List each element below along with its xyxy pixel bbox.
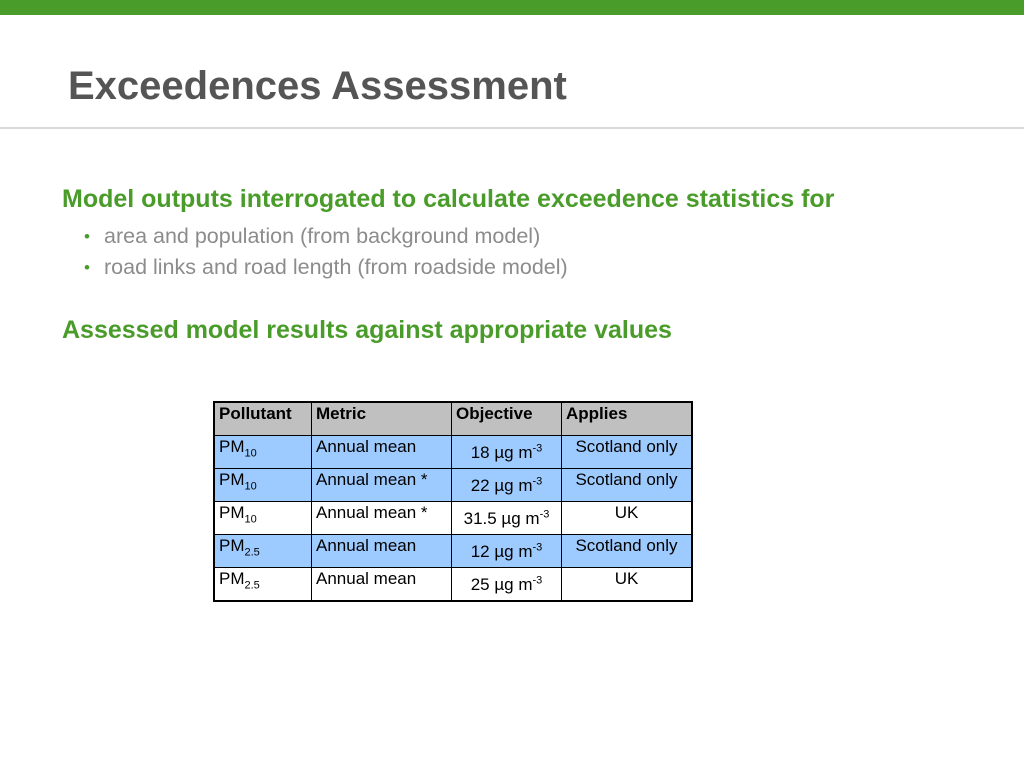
pollutant-subscript: 10	[244, 480, 257, 493]
cell-objective	[452, 568, 562, 602]
pollutant-name: PM	[219, 569, 245, 588]
cell-metric: Annual mean	[312, 436, 452, 469]
bullet-text: area and population (from background model)	[104, 224, 541, 248]
cell-applies: Scotland only	[562, 535, 693, 568]
bullet-text: road links and road length (from roadside model)	[104, 255, 568, 279]
header-metric: Metric	[312, 402, 452, 436]
cell-pollutant	[214, 535, 312, 568]
pollutant-name: PM	[219, 470, 245, 489]
cell-objective	[452, 436, 562, 469]
cell-applies: Scotland only	[562, 469, 693, 502]
bullet-list	[84, 221, 568, 283]
pollutant-name: PM	[219, 437, 245, 456]
cell-applies: Scotland only	[562, 436, 693, 469]
objective-superscript: -3	[532, 574, 543, 587]
cell-applies: UK	[562, 568, 693, 602]
table-row	[214, 469, 692, 502]
cell-pollutant	[214, 436, 312, 469]
cell-applies: UK	[562, 502, 693, 535]
bullet-icon: •	[84, 258, 90, 277]
cell-objective	[452, 469, 562, 502]
objective-superscript: -3	[532, 541, 543, 554]
table-header-row	[214, 402, 692, 436]
slide-title: Exceedences Assessment	[68, 64, 567, 108]
header-objective: Objective	[452, 402, 562, 436]
title-divider	[0, 127, 1024, 129]
table-row	[214, 535, 692, 568]
cell-metric: Annual mean *	[312, 502, 452, 535]
cell-metric: Annual mean	[312, 535, 452, 568]
cell-pollutant	[214, 469, 312, 502]
objective-value: 25 µg m	[470, 575, 533, 594]
cell-objective	[452, 535, 562, 568]
objective-value: 22 µg m	[470, 476, 533, 495]
table-row	[214, 502, 692, 535]
cell-metric: Annual mean *	[312, 469, 452, 502]
pollutant-subscript: 2.5	[244, 579, 260, 592]
objective-superscript: -3	[532, 475, 543, 488]
objective-value: 12 µg m	[470, 542, 533, 561]
table-row	[214, 568, 692, 602]
objective-value: 18 µg m	[470, 443, 533, 462]
cell-pollutant	[214, 502, 312, 535]
pollutant-subscript: 2.5	[244, 546, 260, 559]
pollutant-name: PM	[219, 536, 245, 555]
table-row	[214, 436, 692, 469]
objective-superscript: -3	[532, 442, 543, 455]
bullet-icon: •	[84, 227, 90, 246]
bullet-item	[84, 252, 568, 283]
objective-value: 31.5 µg m	[463, 509, 540, 528]
header-applies: Applies	[562, 402, 693, 436]
pollutant-subscript: 10	[244, 513, 257, 526]
objectives-table	[213, 401, 693, 602]
bullet-item	[84, 221, 568, 252]
top-accent-bar	[0, 0, 1024, 15]
pollutant-subscript: 10	[244, 447, 257, 460]
pollutant-name: PM	[219, 503, 245, 522]
cell-pollutant	[214, 568, 312, 602]
table-body	[214, 436, 692, 602]
section-heading-outputs: Model outputs interrogated to calculate exceedence statistics for	[62, 185, 835, 213]
cell-metric: Annual mean	[312, 568, 452, 602]
header-pollutant: Pollutant	[214, 402, 312, 436]
section-heading-assessed: Assessed model results against appropriate values	[62, 316, 672, 344]
objective-superscript: -3	[539, 508, 550, 521]
cell-objective	[452, 502, 562, 535]
